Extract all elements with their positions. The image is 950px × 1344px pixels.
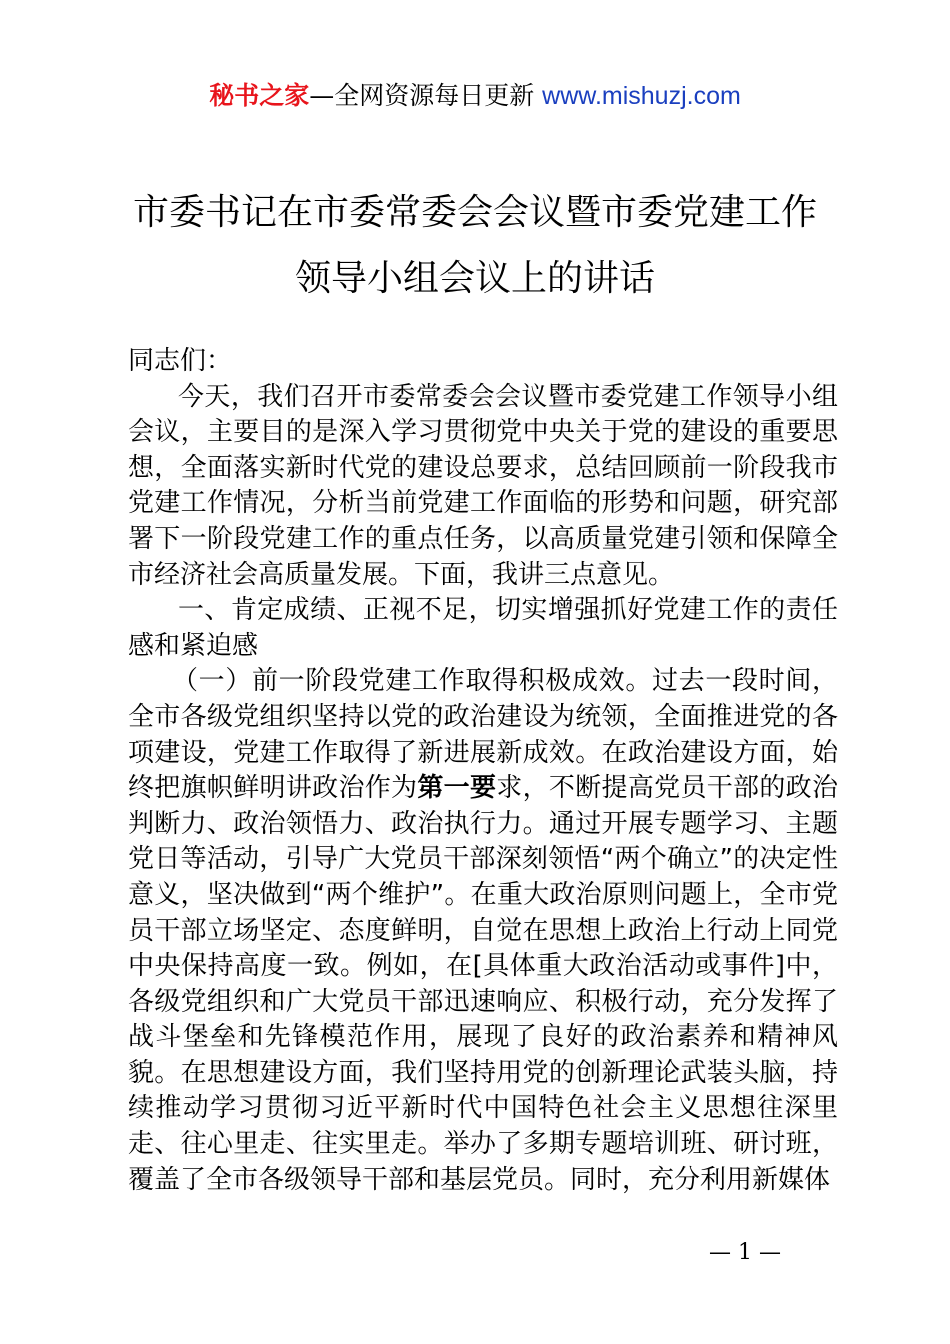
paragraph-text-part: 求，不断提高党员干部的政治判断力、政治领悟力、政治执行力。通过开展专题学习、主题党日等活动，引导广大党员干部深刻领悟“两个确立”的决定性意义，坚决做到“两个维护”。在重大政治原则问题上，全市党员干部立场坚定、态度鲜明，自觉在思想上政治上行动上同党中央保持高度一致。例如，在[具体重大政治活动或事件]中，各级党组织和广大党员干部迅速响应、积极行动，充分发挥了战斗堡垒和先锋模范作用，展现了良好的政治素养和精神风貌。在思想建设方面，我们坚持用党的创新理论武装头脑，持续推动学习贯彻习近平新时代中国特色社会主义思想往深里走、往心里走、往实里走。举办了多期专题培训班、研讨班，覆盖了全市各级领导干部和基层党员。同时，充分利用新媒体 bbox=[128, 773, 838, 1195]
document-body bbox=[128, 344, 838, 1198]
banner-url[interactable]: www.mishuzj.com bbox=[542, 82, 741, 110]
document-title-line-1: 市委书记在市委常委会会议暨市委党建工作 bbox=[132, 192, 817, 233]
page-number: — 1 — bbox=[709, 1240, 781, 1265]
document-title-line-2: 领导小组会议上的讲话 bbox=[294, 258, 655, 299]
brand-name: 秘书之家 bbox=[209, 81, 310, 110]
paragraph-intro: 今天，我们召开市委常委会会议暨市委党建工作领导小组会议，主要目的是深入学习贯彻党中央关于党的建设的重要思想，全面落实新时代党的建设总要求，总结回顾前一阶段我市党建工作情况，分析当前党建工作面临的形势和问题，研究部署下一阶段党建工作的重点任务，以高质量党建引领和保障全市经济社会高质量发展。下面，我讲三点意见。 bbox=[128, 381, 838, 590]
paragraph-achievements bbox=[128, 664, 838, 1198]
bold-emphasis: 第一要 bbox=[417, 773, 497, 804]
section-heading-1: 一、肯定成绩、正视不足，切实增强抓好党建工作的责任感和紧迫感 bbox=[128, 595, 838, 661]
banner-tagline: —全网资源每日更新 bbox=[309, 81, 543, 110]
paragraph-text-part: （一）前一阶段党建工作取得积极成效。过去一段时间，全市各级党组织坚持以党的政治建设为统领，全面推进党的各项建设，党建工作取得了新进展新成效。在政治建设方面，始终把旗帜鲜明讲政治作为 bbox=[128, 666, 838, 804]
salutation: 同志们： bbox=[128, 346, 233, 376]
site-banner bbox=[0, 78, 950, 114]
